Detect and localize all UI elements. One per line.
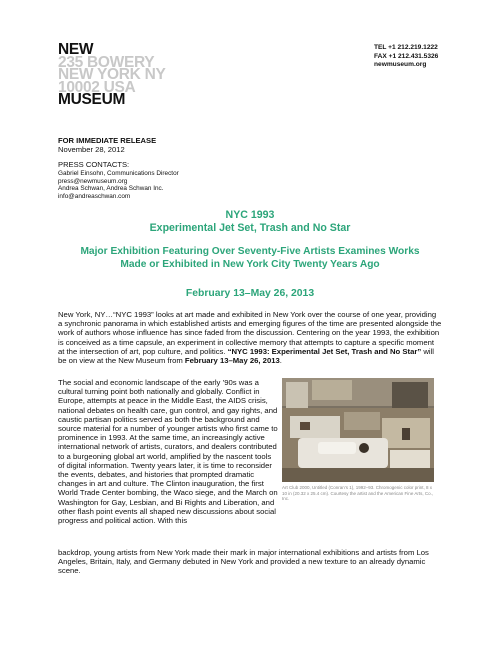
intro-mid-text: will be on view at the New Museum from	[58, 346, 435, 366]
release-block	[58, 136, 156, 155]
exhibition-photo	[282, 378, 434, 482]
intro-text: New York, NY…“NYC 1993” looks at art made and exhibited in New York over the course of one year, providing a synchronic panorama in which established artists and emerging figures of the time are presented alongside the work of authors whose influence has since faded from the discussion. Centering on the year 1993, the exhibition is conceived as a time capsule, an experiment in collective memory that attempts to capture a specific moment at the intersection of art, pop culture, and politics.	[58, 310, 442, 356]
museum-logo	[58, 41, 166, 108]
press-heading: PRESS CONTACTS:	[58, 160, 130, 169]
website-link[interactable]: newmuseum.org	[374, 61, 427, 69]
logo-line-city: NEW YORK NY	[58, 66, 166, 83]
photo-caption: Art Club 2000, Untitled (Conran’s 1), 1992–93. Chromogenic color print, 8 x 10 in (20.32 x 25.4 cm). Courtesy the artist and the American Fine Arts, Co., Inc.	[282, 485, 434, 502]
logo-line-new: NEW	[58, 41, 94, 58]
tagline-line-2: Made or Exhibited in New York City Twenty Years Ago	[120, 258, 380, 270]
tagline-line-1: Major Exhibition Featuring Over Seventy-Five Artists Examines Works	[80, 246, 420, 257]
intro-end: .	[279, 356, 282, 366]
intro-bold-title: “NYC 1993: Experimental Jet Set, Trash and No Star”	[227, 346, 422, 356]
headline-tagline-block	[58, 246, 442, 271]
photo-illustration	[282, 378, 434, 482]
intro-bold-dates: February 13–May 26, 2013	[184, 356, 280, 366]
contact-block	[374, 44, 438, 70]
press-contacts	[58, 160, 179, 200]
logo-line-museum: MUSEUM	[58, 91, 126, 108]
phone-number: TEL +1 212.219.1222	[374, 44, 438, 51]
press-email-1[interactable]: press@newmuseum.org	[58, 177, 128, 185]
headline-title-block	[58, 209, 442, 234]
exhibition-title: NYC 1993	[225, 209, 275, 221]
press-contact-name-1: Gabriel Einsohn, Communications Director	[58, 170, 179, 177]
intro-paragraph	[58, 310, 442, 365]
logo-line-zip: 10002 USA	[58, 78, 136, 96]
context-paragraph: The social and economic landscape of the early ’90s was a cultural turning point both nationally and globally. Conflict in Europe, attempts at peace in the Middle East, the AIDS crisis, national debates on health care, gun control, and gay rights, and caustic partisan politics served as both the background and source material for a number of younger artists who first came to prominence in 1993. At the same time, an increasingly active international network of artists, curators, and dealers contributed to a burgeoning global art world, amplified by the nascent tools of digital information. Twenty years later, it is time to reconsider the events, debates, and histories that prompted dramatic changes in art and culture. The Clinton inauguration, the first World Trade Center bombing, the Waco siege, and the March on Washington for Gay, Lesbian, and Bi Rights and Liberation, and other flash point events all shaped new discussions about social progress and political action. With this	[58, 378, 278, 526]
fax-number: FAX +1 212.431.5326	[374, 52, 439, 60]
press-email-2[interactable]: info@andreaschwan.com	[58, 192, 131, 200]
exhibition-dates: February 13–May 26, 2013	[185, 288, 315, 299]
logo-line-address: 235 BOWERY	[58, 53, 155, 71]
exhibition-subtitle: Experimental Jet Set, Trash and No Star	[149, 221, 351, 234]
release-label: FOR IMMEDIATE RELEASE	[58, 136, 157, 145]
press-contact-name-2: Andrea Schwan, Andrea Schwan Inc.	[58, 185, 164, 193]
closing-paragraph: backdrop, young artists from New York made their mark in major international exhibitions and artists from Los Angeles, Britain, Italy, and Germany debuted in New York and provided a new texture to an already dynamic scene.	[58, 548, 429, 576]
release-date: November 28, 2012	[58, 145, 125, 155]
